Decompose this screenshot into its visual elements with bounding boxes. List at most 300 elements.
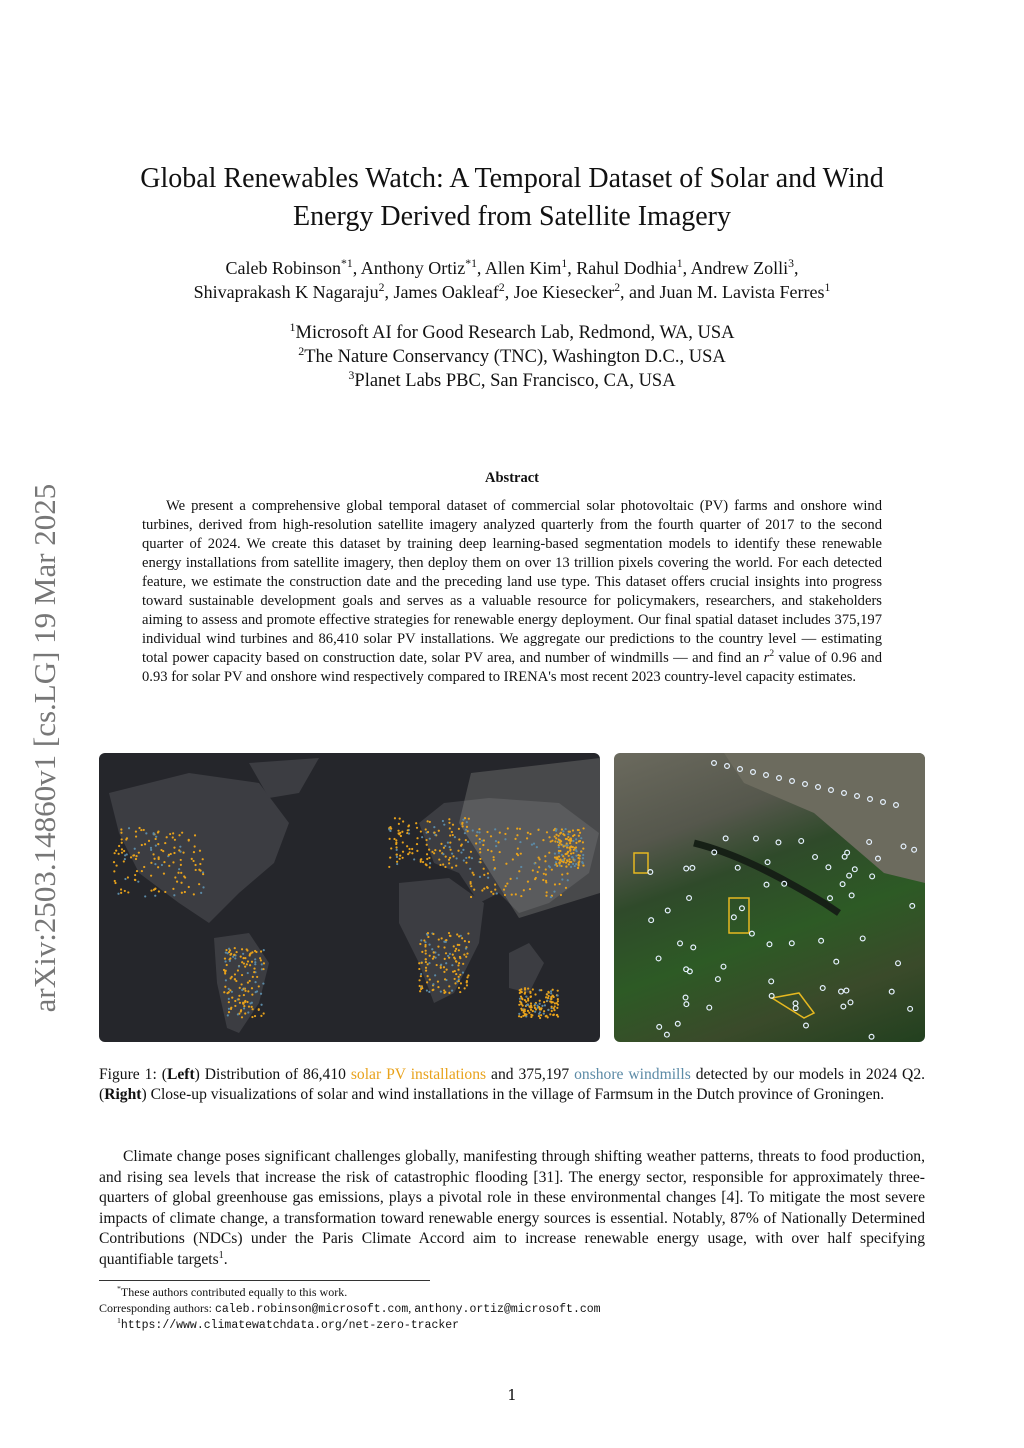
installation-dot bbox=[451, 831, 453, 833]
installation-dot bbox=[512, 858, 514, 860]
installation-dot bbox=[234, 957, 236, 959]
installation-dot bbox=[241, 983, 243, 985]
installation-dot bbox=[459, 974, 461, 976]
installation-dot bbox=[425, 958, 427, 960]
installation-dot bbox=[144, 843, 146, 845]
installation-dot bbox=[172, 861, 174, 863]
installation-dot bbox=[545, 895, 547, 897]
installation-dot bbox=[389, 830, 391, 832]
installation-dot bbox=[452, 824, 454, 826]
installation-dot bbox=[472, 872, 474, 874]
installation-dot bbox=[540, 1014, 542, 1016]
installation-dot bbox=[458, 935, 460, 937]
installation-dot bbox=[559, 858, 561, 860]
installation-dot bbox=[520, 991, 522, 993]
wind-turbine-marker bbox=[721, 964, 726, 969]
installation-dot bbox=[228, 988, 230, 990]
installation-dot bbox=[433, 956, 435, 958]
installation-dot bbox=[113, 870, 115, 872]
installation-dot bbox=[194, 845, 196, 847]
installation-dot bbox=[400, 835, 402, 837]
installation-dot bbox=[452, 834, 454, 836]
installation-dot bbox=[432, 958, 434, 960]
installation-dot bbox=[571, 856, 573, 858]
installation-dot bbox=[145, 832, 147, 834]
installation-dot bbox=[421, 951, 423, 953]
installation-dot bbox=[449, 953, 451, 955]
installation-dot bbox=[479, 851, 481, 853]
installation-dot bbox=[537, 871, 539, 873]
installation-dot bbox=[251, 994, 253, 996]
installation-dot bbox=[538, 1015, 540, 1017]
installation-dot bbox=[418, 962, 420, 964]
wind-turbine-marker bbox=[826, 865, 831, 870]
author-affiliation-mark: *1 bbox=[465, 257, 477, 270]
installation-dot bbox=[242, 1002, 244, 1004]
installation-dot bbox=[556, 1014, 558, 1016]
email-link[interactable]: anthony.ortiz@microsoft.com bbox=[414, 1303, 601, 1316]
installation-dot bbox=[553, 1009, 555, 1011]
installation-dot bbox=[243, 1005, 245, 1007]
installation-dot bbox=[580, 837, 582, 839]
installation-dot bbox=[467, 841, 469, 843]
installation-dot bbox=[576, 850, 578, 852]
installation-dot bbox=[434, 974, 436, 976]
wind-turbine-marker bbox=[769, 979, 774, 984]
wind-turbine-marker bbox=[725, 764, 730, 769]
author-line-2 bbox=[0, 280, 1024, 304]
installation-dot bbox=[452, 855, 454, 857]
installation-dot bbox=[530, 1016, 532, 1018]
installation-dot bbox=[455, 865, 457, 867]
installation-dot bbox=[479, 861, 481, 863]
installation-dot bbox=[580, 850, 582, 852]
installation-dot bbox=[198, 883, 200, 885]
installation-dot bbox=[448, 985, 450, 987]
installation-dot bbox=[557, 998, 559, 1000]
installation-dot bbox=[236, 951, 238, 953]
installation-dot bbox=[194, 864, 196, 866]
installation-dot bbox=[163, 873, 165, 875]
installation-dot bbox=[464, 832, 466, 834]
installation-dot bbox=[228, 1008, 230, 1010]
affiliation-mark: 1 bbox=[289, 319, 296, 334]
installation-dot bbox=[138, 852, 140, 854]
installation-dot bbox=[443, 946, 445, 948]
installation-dot bbox=[443, 824, 445, 826]
installation-dot bbox=[499, 851, 501, 853]
installation-dot bbox=[529, 833, 531, 835]
title-line-2: Energy Derived from Satellite Imagery bbox=[293, 201, 731, 232]
installation-dot bbox=[172, 888, 174, 890]
installation-dot bbox=[464, 940, 466, 942]
installation-dot bbox=[183, 875, 185, 877]
installation-dot bbox=[515, 893, 517, 895]
installation-dot bbox=[548, 836, 550, 838]
installation-dot bbox=[579, 832, 581, 834]
farmsum-closeup-figure bbox=[614, 753, 925, 1042]
author-separator: , bbox=[352, 258, 361, 278]
installation-dot bbox=[193, 851, 195, 853]
installation-dot bbox=[180, 872, 182, 874]
wind-turbine-marker bbox=[870, 874, 875, 879]
installation-dot bbox=[497, 841, 499, 843]
installation-dot bbox=[444, 991, 446, 993]
installation-dot bbox=[155, 836, 157, 838]
author-separator: , and bbox=[620, 282, 660, 302]
installation-dot bbox=[520, 1008, 522, 1010]
footnote-text: Corresponding authors: bbox=[99, 1301, 215, 1315]
installation-dot bbox=[422, 861, 424, 863]
installation-dot bbox=[135, 830, 137, 832]
installation-dot bbox=[399, 818, 401, 820]
installation-dot bbox=[468, 818, 470, 820]
installation-dot bbox=[416, 827, 418, 829]
wind-turbine-marker bbox=[793, 1001, 798, 1006]
installation-dot bbox=[481, 889, 483, 891]
installation-dot bbox=[552, 989, 554, 991]
installation-dot bbox=[249, 980, 251, 982]
installation-dot bbox=[566, 842, 568, 844]
installation-dot bbox=[553, 891, 555, 893]
installation-dot bbox=[262, 968, 264, 970]
installation-dot bbox=[121, 842, 123, 844]
installation-dot bbox=[449, 935, 451, 937]
installation-dot bbox=[528, 1012, 530, 1014]
installation-dot bbox=[395, 842, 397, 844]
wind-turbine-marker bbox=[910, 903, 915, 908]
footnote-url bbox=[99, 1316, 459, 1334]
wind-turbine-marker bbox=[690, 866, 695, 871]
installation-dot bbox=[483, 887, 485, 889]
installation-dot bbox=[225, 970, 227, 972]
installation-dot bbox=[495, 845, 497, 847]
installation-dot bbox=[550, 998, 552, 1000]
installation-dot bbox=[224, 957, 226, 959]
installation-dot bbox=[114, 852, 116, 854]
installation-dot bbox=[389, 838, 391, 840]
installation-dot bbox=[582, 841, 584, 843]
installation-dot bbox=[427, 820, 429, 822]
installation-dot bbox=[538, 866, 540, 868]
installation-dot bbox=[443, 966, 445, 968]
installation-dot bbox=[444, 978, 446, 980]
installation-dot bbox=[558, 844, 560, 846]
installation-dot bbox=[402, 820, 404, 822]
installation-dot bbox=[121, 838, 123, 840]
installation-dot bbox=[393, 838, 395, 840]
installation-dot bbox=[440, 990, 442, 992]
installation-dot bbox=[444, 958, 446, 960]
installation-dot bbox=[582, 864, 584, 866]
installation-dot bbox=[449, 857, 451, 859]
installation-dot bbox=[253, 971, 255, 973]
installation-dot bbox=[427, 932, 429, 934]
installation-dot bbox=[547, 991, 549, 993]
installation-dot bbox=[128, 827, 130, 829]
installation-dot bbox=[550, 896, 552, 898]
author-separator: , bbox=[682, 258, 691, 278]
installation-dot bbox=[466, 976, 468, 978]
installation-dot bbox=[439, 850, 441, 852]
installation-dot bbox=[529, 888, 531, 890]
installation-dot bbox=[136, 870, 138, 872]
installation-dot bbox=[561, 878, 563, 880]
installation-dot bbox=[578, 840, 580, 842]
wind-turbine-marker bbox=[839, 989, 844, 994]
installation-dot bbox=[516, 834, 518, 836]
installation-dot bbox=[416, 850, 418, 852]
author-separator: , bbox=[384, 282, 394, 302]
installation-dot bbox=[478, 831, 480, 833]
installation-dot bbox=[388, 866, 390, 868]
installation-dot bbox=[462, 971, 464, 973]
wind-turbine-marker bbox=[665, 1032, 670, 1037]
installation-dot bbox=[518, 1013, 520, 1015]
installation-dot bbox=[438, 938, 440, 940]
installation-dot bbox=[420, 973, 422, 975]
installation-dot bbox=[251, 1016, 253, 1018]
installation-dot bbox=[199, 850, 201, 852]
installation-dot bbox=[450, 849, 452, 851]
installation-dot bbox=[530, 1002, 532, 1004]
installation-dot bbox=[411, 848, 413, 850]
installation-dot bbox=[228, 1011, 230, 1013]
installation-dot bbox=[525, 996, 527, 998]
installation-dot bbox=[419, 990, 421, 992]
url-link[interactable]: https://www.climatewatchdata.org/net-zero-tracker bbox=[120, 1319, 460, 1332]
installation-dot bbox=[467, 932, 469, 934]
installation-dot bbox=[460, 982, 462, 984]
installation-dot bbox=[490, 891, 492, 893]
installation-dot bbox=[390, 847, 392, 849]
installation-dot bbox=[402, 851, 404, 853]
installation-dot bbox=[572, 852, 574, 854]
installation-dot bbox=[254, 963, 256, 965]
author-affiliation-mark: 1 bbox=[824, 281, 831, 294]
installation-dot bbox=[445, 939, 447, 941]
installation-dot bbox=[454, 982, 456, 984]
affiliation-mark: 2 bbox=[298, 343, 305, 358]
installation-dot bbox=[558, 850, 560, 852]
installation-dot bbox=[493, 856, 495, 858]
installation-dot bbox=[518, 870, 520, 872]
installation-dot bbox=[560, 843, 562, 845]
installation-dot bbox=[562, 855, 564, 857]
installation-dot bbox=[144, 895, 146, 897]
installation-dot bbox=[193, 893, 195, 895]
installation-dot bbox=[180, 882, 182, 884]
installation-dot bbox=[540, 1007, 542, 1009]
installation-dot bbox=[520, 853, 522, 855]
installation-dot bbox=[459, 991, 461, 993]
installation-dot bbox=[545, 996, 547, 998]
installation-dot bbox=[479, 838, 481, 840]
installation-dot bbox=[195, 869, 197, 871]
installation-dot bbox=[113, 861, 115, 863]
installation-dot bbox=[559, 832, 561, 834]
installation-dot bbox=[244, 966, 246, 968]
installation-dot bbox=[263, 949, 265, 951]
installation-dot bbox=[234, 978, 236, 980]
installation-dot bbox=[578, 864, 580, 866]
installation-dot bbox=[249, 964, 251, 966]
installation-dot bbox=[161, 864, 163, 866]
installation-dot bbox=[153, 832, 155, 834]
caption-solar-legend: solar PV installations bbox=[350, 1066, 487, 1083]
installation-dot bbox=[524, 988, 526, 990]
installation-dot bbox=[565, 887, 567, 889]
author-line-1 bbox=[0, 256, 1024, 280]
installation-dot bbox=[408, 824, 410, 826]
installation-dot bbox=[230, 1007, 232, 1009]
installation-dot bbox=[565, 853, 567, 855]
installation-dot bbox=[545, 881, 547, 883]
installation-dot bbox=[420, 975, 422, 977]
installation-dot bbox=[135, 858, 137, 860]
installation-dot bbox=[188, 839, 190, 841]
installation-dot bbox=[433, 831, 435, 833]
installation-dot bbox=[582, 848, 584, 850]
installation-dot bbox=[140, 829, 142, 831]
installation-dot bbox=[420, 861, 422, 863]
wind-turbine-marker bbox=[849, 893, 854, 898]
installation-dot bbox=[532, 1010, 534, 1012]
installation-dot bbox=[251, 961, 253, 963]
wind-turbine-marker bbox=[675, 1021, 680, 1026]
installation-dot bbox=[504, 838, 506, 840]
installation-dot bbox=[575, 838, 577, 840]
installation-dot bbox=[413, 858, 415, 860]
wind-turbine-marker bbox=[716, 977, 721, 982]
installation-dot bbox=[438, 830, 440, 832]
installation-dot bbox=[434, 849, 436, 851]
installation-dot bbox=[428, 857, 430, 859]
installation-dot bbox=[468, 941, 470, 943]
installation-dot bbox=[567, 879, 569, 881]
installation-dot bbox=[479, 858, 481, 860]
installation-dot bbox=[568, 858, 570, 860]
footnote-mark: 1 bbox=[218, 1249, 224, 1261]
wind-turbine-marker bbox=[848, 1000, 853, 1005]
installation-dot bbox=[260, 993, 262, 995]
installation-dot bbox=[429, 821, 431, 823]
installation-dot bbox=[520, 988, 522, 990]
installation-dot bbox=[542, 879, 544, 881]
installation-dot bbox=[235, 980, 237, 982]
installation-dot bbox=[557, 990, 559, 992]
installation-dot bbox=[561, 873, 563, 875]
installation-dot bbox=[520, 866, 522, 868]
installation-dot bbox=[445, 856, 447, 858]
installation-dot bbox=[226, 964, 228, 966]
affiliation bbox=[0, 369, 1024, 393]
installation-dot bbox=[138, 827, 140, 829]
installation-dot bbox=[519, 998, 521, 1000]
installation-dot bbox=[228, 991, 230, 993]
installation-dot bbox=[194, 834, 196, 836]
installation-dot bbox=[546, 891, 548, 893]
installation-dot bbox=[116, 864, 118, 866]
installation-dot bbox=[231, 996, 233, 998]
installation-dot bbox=[503, 889, 505, 891]
installation-dot bbox=[539, 1000, 541, 1002]
installation-dot bbox=[554, 1002, 556, 1004]
installation-dot bbox=[428, 962, 430, 964]
affiliation bbox=[0, 345, 1024, 369]
world-map-image bbox=[99, 753, 600, 1042]
installation-dot bbox=[442, 820, 444, 822]
installation-dot bbox=[198, 869, 200, 871]
installation-dot bbox=[443, 971, 445, 973]
installation-dot bbox=[451, 853, 453, 855]
installation-dot bbox=[124, 890, 126, 892]
installation-dot bbox=[458, 980, 460, 982]
author-name: Allen Kim bbox=[484, 258, 562, 278]
installation-dot bbox=[554, 840, 556, 842]
installation-dot bbox=[158, 890, 160, 892]
installation-dot bbox=[539, 1003, 541, 1005]
installation-dot bbox=[428, 944, 430, 946]
installation-dot bbox=[530, 995, 532, 997]
installation-dot bbox=[120, 892, 122, 894]
wind-turbine-marker bbox=[765, 860, 770, 865]
installation-dot bbox=[225, 979, 227, 981]
installation-dot bbox=[550, 992, 552, 994]
installation-dot bbox=[164, 842, 166, 844]
installation-dot bbox=[254, 981, 256, 983]
installation-dot bbox=[561, 828, 563, 830]
wind-turbine-marker bbox=[852, 867, 857, 872]
installation-dot bbox=[160, 849, 162, 851]
installation-dot bbox=[173, 847, 175, 849]
r-symbol: r bbox=[763, 650, 770, 666]
abstract-part: value of 0.96 and 0.93 for solar PV and onshore wind respectively compared to IRENA's most recent 2023 country-level capacity estimates. bbox=[142, 650, 882, 685]
installation-dot bbox=[490, 850, 492, 852]
installation-dot bbox=[538, 857, 540, 859]
installation-dot bbox=[465, 947, 467, 949]
installation-dot bbox=[520, 895, 522, 897]
installation-dot bbox=[465, 839, 467, 841]
body-paragraph bbox=[99, 1147, 925, 1270]
installation-dot bbox=[456, 933, 458, 935]
installation-dot bbox=[556, 1007, 558, 1009]
installation-dot bbox=[496, 892, 498, 894]
installation-dot bbox=[499, 832, 501, 834]
installation-dot bbox=[260, 959, 262, 961]
installation-dot bbox=[555, 863, 557, 865]
installation-dot bbox=[157, 866, 159, 868]
installation-dot bbox=[239, 987, 241, 989]
installation-dot bbox=[163, 861, 165, 863]
footnote-equal bbox=[99, 1284, 347, 1300]
email-link[interactable]: caleb.robinson@microsoft.com bbox=[215, 1303, 409, 1316]
installation-dot bbox=[188, 886, 190, 888]
installation-dot bbox=[565, 844, 567, 846]
installation-dot bbox=[555, 837, 557, 839]
installation-dot bbox=[473, 889, 475, 891]
installation-dot bbox=[475, 842, 477, 844]
caption-text: Distribution of 86,410 bbox=[199, 1066, 351, 1083]
installation-dot bbox=[523, 1010, 525, 1012]
installation-dot bbox=[553, 1007, 555, 1009]
installation-dot bbox=[431, 948, 433, 950]
installation-dot bbox=[126, 853, 128, 855]
installation-dot bbox=[558, 852, 560, 854]
installation-dot bbox=[568, 855, 570, 857]
author-list bbox=[0, 256, 1024, 304]
installation-dot bbox=[466, 821, 468, 823]
